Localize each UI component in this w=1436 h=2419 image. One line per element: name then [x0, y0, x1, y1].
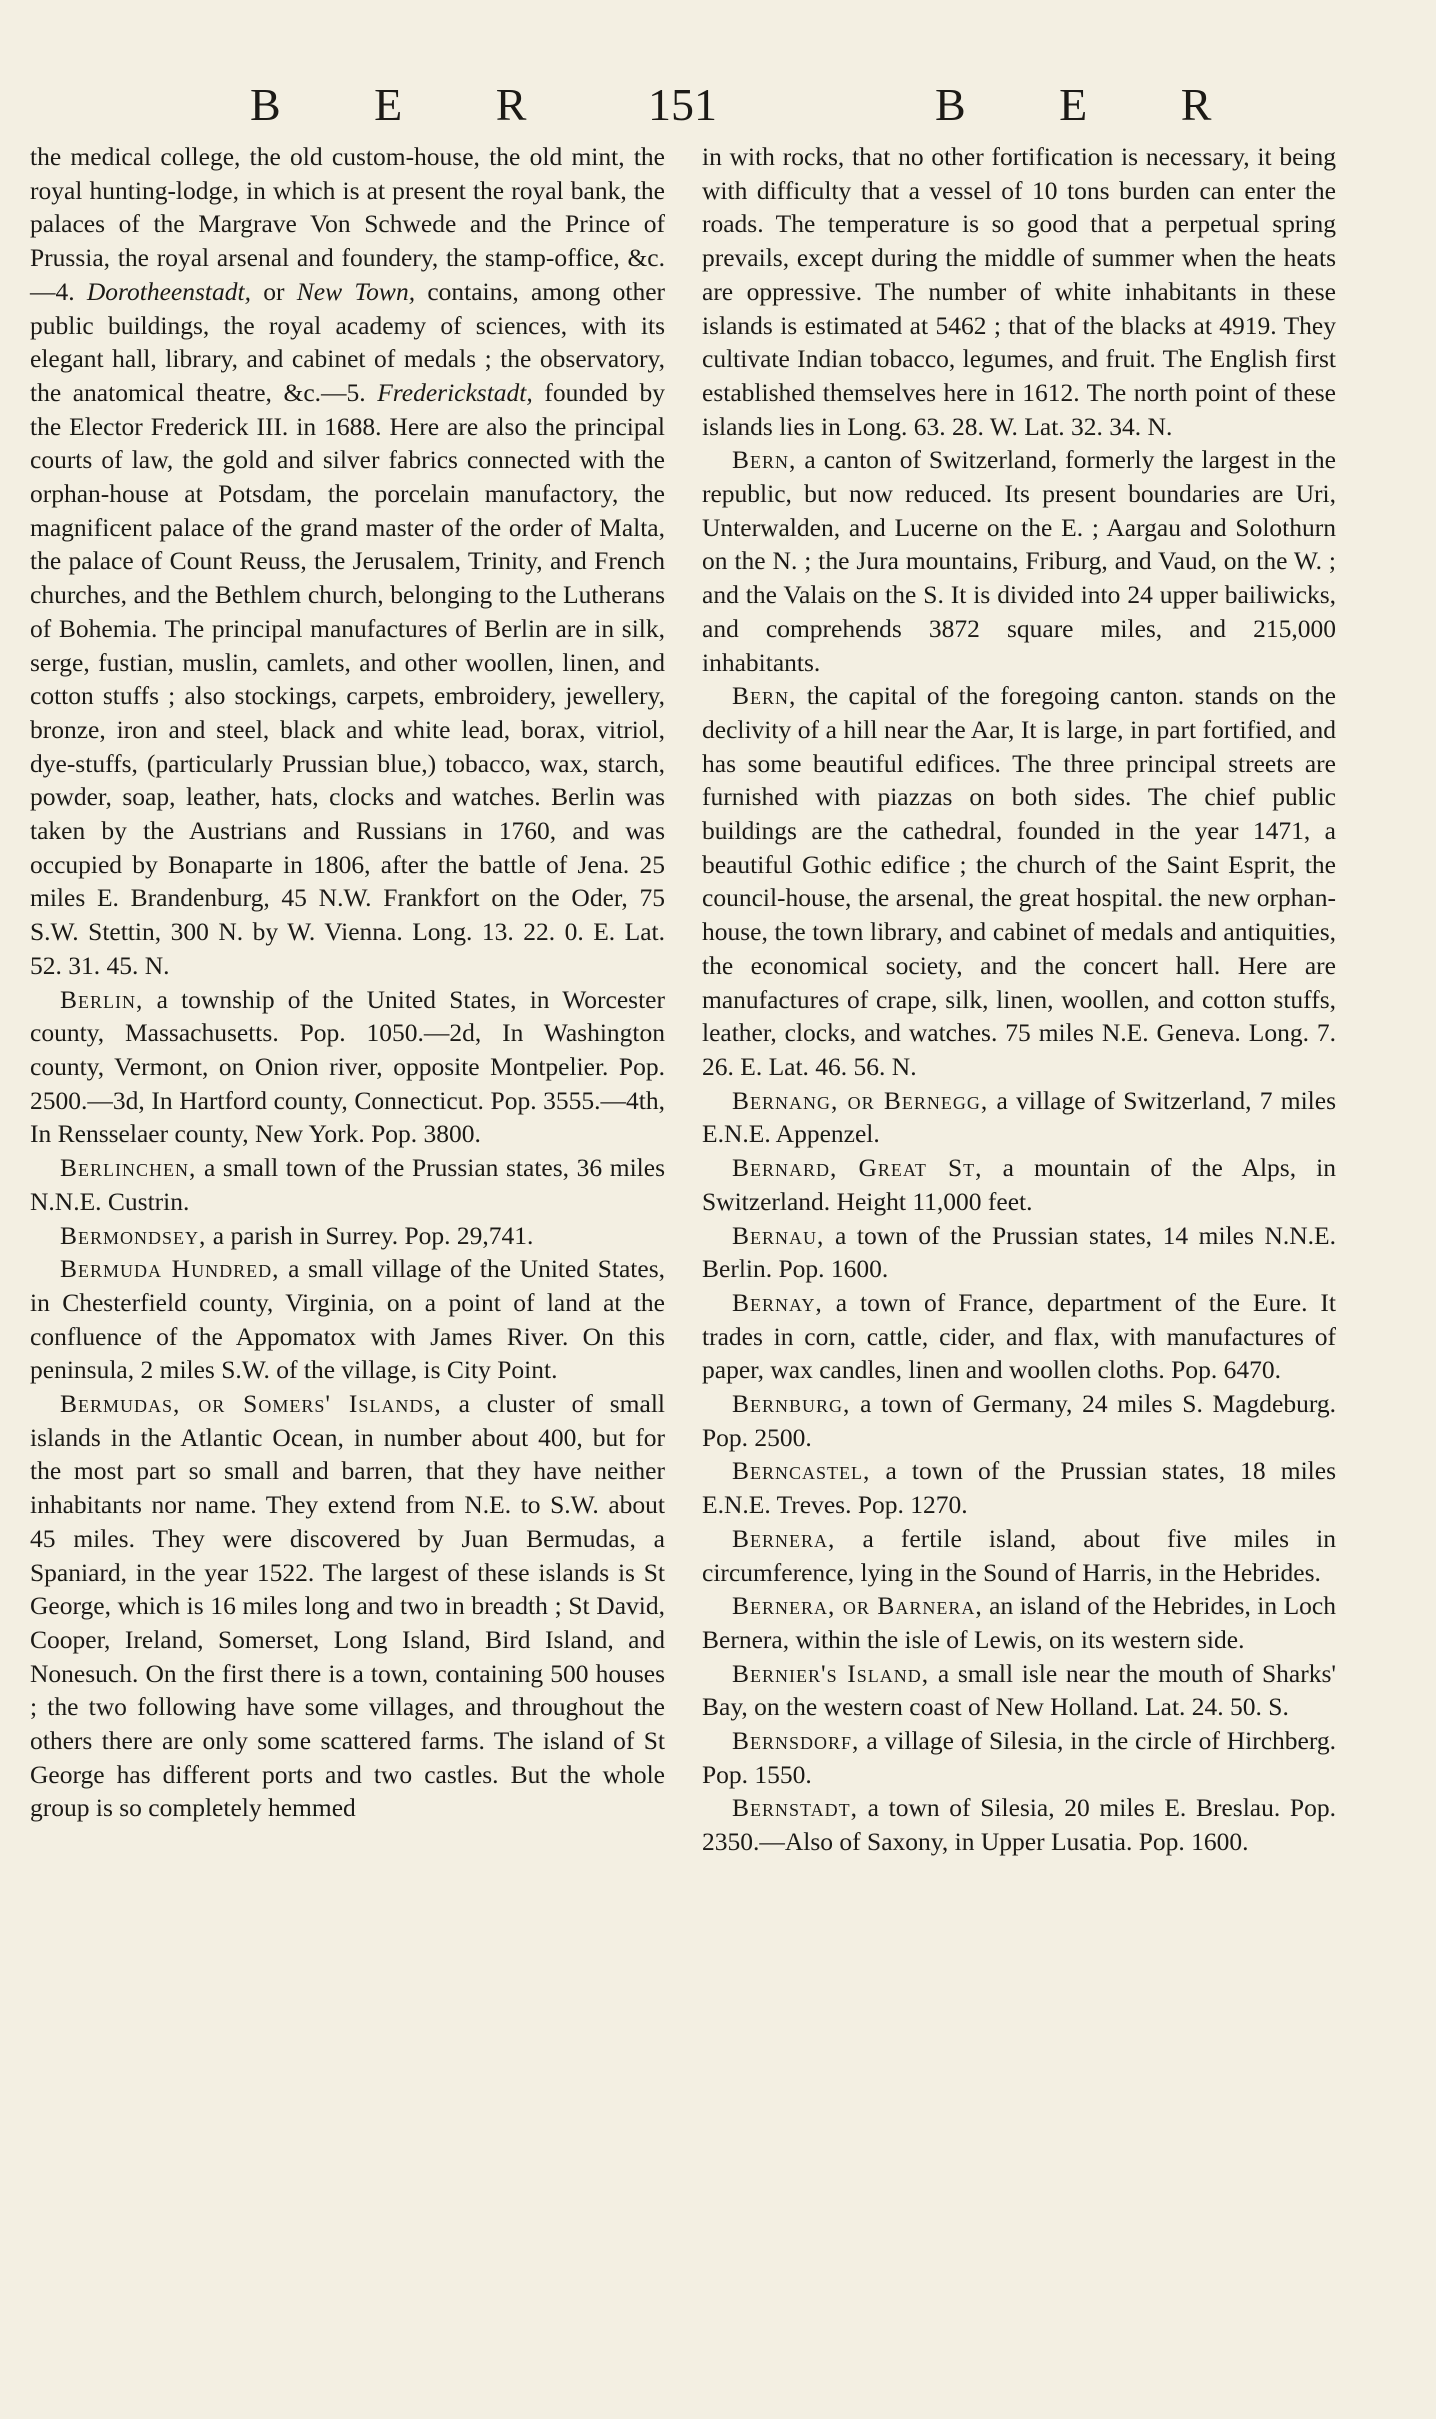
entry-headword: Bernera, — [732, 1523, 836, 1553]
entry-text: founded by the Elector Frederick III. in 1688. Here are also the principal courts of law, the gold and silver fabrics connected with the orphan-house at Potsdam, the porcelain manufactory, the magnificent palace of the grand master of the order of Malta, the palace of Count Reuss, the Jerusalem, Trinity, and French churches, and the Bethlem church, belonging to the Lutherans of Bohemia. The principal manufactures of Berlin are in silk, serge, fustian, muslin, camlets, and other woollen, linen, and cotton stuffs ; also stockings, carpets, embroidery, jewellery, bronze, iron and steel, black and white lead, borax, vitriol, dye-stuffs, (particularly Prussian blue,) tobacco, wax, starch, powder, soap, leather, hats, clocks and watches. Berlin was taken by the Austrians and Russians in 1760, and was occupied by Bonaparte in 1806, after the battle of Jena. 25 miles E. Brandenburg, 45 N.W. Frankfort on the Oder, 75 S.W. Stettin, 300 N. by W. Vienna. Long. 13. 22. 0. E. Lat. 52. 31. 45. N. — [30, 377, 665, 980]
entry-headword: Bermondsey, — [60, 1220, 207, 1250]
entry-headword: Bernier's Island, — [732, 1658, 930, 1688]
entry-italic: Dorotheenstadt, — [86, 276, 251, 306]
entry-bernau — [702, 1219, 1336, 1286]
entry-bermondsey — [30, 1219, 665, 1253]
entry-berlin-us — [30, 983, 665, 1152]
entry-bern-city — [702, 679, 1336, 1083]
entry-headword: Bernburg, — [732, 1389, 851, 1419]
entry-bernera — [702, 1522, 1336, 1589]
header-right-guide-word: B E R — [935, 79, 1238, 130]
entry-text: a town of Silesia, 20 miles E. Breslau. Pop. 2350.—Also of Saxony, in Upper Lusatia. Pop. 1600. — [702, 1793, 1336, 1857]
entry-headword: Bern, — [732, 681, 797, 711]
entry-text: or — [250, 276, 297, 306]
right-column — [702, 140, 1336, 1859]
entry-italic: New Town, — [296, 276, 416, 306]
entry-headword: Berncastel, — [732, 1456, 871, 1486]
entry-text: a mountain of the Alps, in Switzerland. Height 11,000 feet. — [702, 1153, 1336, 1216]
entry-bermudas-continued — [702, 140, 1336, 443]
entry-headword: Bernstadt, — [732, 1793, 858, 1823]
entry-berlin-continued — [30, 140, 665, 983]
page-number: 151 — [648, 79, 717, 130]
entry-italic: Frederickstadt, — [377, 377, 533, 407]
entry-bern-canton — [702, 443, 1336, 679]
header-left-guide-word: B E R — [250, 79, 553, 130]
entry-headword: Bernsdorf, — [732, 1726, 860, 1756]
entry-text: the capital of the foregoing canton. stands on the declivity of a hill near the Aar, It is large, in part fortified, and has some beautiful edifices. The three principal streets are furnished with piazzas on both sides. The chief public buildings are the cathedral, founded in the year 1471, a beautiful Gothic edifice ; the church of the Saint Esprit, the council-house, the arsenal, the great hospital. the new orphan-house, the town library, and cabinet of medals and antiquities, the economical society, and the concert hall. Here are manufactures of crape, silk, linen, woollen, and cotton stuffs, leather, clocks, and watches. 75 miles N.E. Geneva. Long. 7. 26. E. Lat. 46. 56. N. — [702, 681, 1336, 1081]
entry-text: a village of Silesia, in the circle of Hirchberg. Pop. 1550. — [702, 1726, 1336, 1789]
entry-bernang — [702, 1084, 1336, 1151]
entry-berniers-island — [702, 1657, 1336, 1724]
entry-bernay — [702, 1286, 1336, 1387]
entry-bernstadt — [702, 1791, 1336, 1858]
entry-text: a town of Germany, 24 miles S. Magdeburg. Pop. 2500. — [702, 1389, 1336, 1452]
entry-headword: Bernau, — [732, 1220, 825, 1250]
entry-headword: Berlin, — [60, 984, 144, 1014]
entry-text: a cluster of small islands in the Atlantic Ocean, in number about 400, but for the most part so small and barren, that they have neither inhabitants nor name. They extend from N.E. to S.W. about 45 miles. They were discovered by Juan Bermudas, a Spaniard, in the year 1522. The largest of these islands is St George, which is 16 miles long and two in breadth ; St David, Cooper, Ireland, Somerset, Long Island, Bird Island, and Nonesuch. On the first there is a town, containing 500 houses ; the two following have some villages, and throughout the others there are only some scattered farms. The island of St George has different ports and two castles. But the whole group is so completely hemmed — [30, 1389, 666, 1823]
running-header — [0, 78, 1436, 138]
entry-text: the medical college, the old custom-house, the old mint, the royal hunting-lodge, in which is at present the royal bank, the palaces of the Margrave Von Schwede and the Prince of Prussia, the royal arsenal and foundery, the stamp-office, &c.—4. — [30, 142, 665, 306]
entry-text: a town of France, department of the Eure. It trades in corn, cattle, cider, and flax, with manufactures of paper, wax candles, linen and woollen cloths. Pop. 6470. — [702, 1287, 1336, 1385]
entry-text: a small town of the Prussian states, 36 miles N.N.E. Custrin. — [30, 1153, 665, 1216]
entry-headword: Bern, — [732, 445, 797, 475]
entry-text: an island of the Hebrides, in Loch Bernera, within the isle of Lewis, on its western side. — [702, 1591, 1337, 1654]
entry-text: a small isle near the mouth of Sharks' Bay, on the western coast of New Holland. Lat. 24. 50. S. — [702, 1658, 1336, 1722]
entry-text: a parish in Surrey. Pop. 29,741. — [206, 1220, 534, 1250]
entry-bernsdorf — [702, 1724, 1336, 1791]
entry-headword: Bernard, Great St, — [732, 1153, 983, 1183]
left-column — [30, 140, 665, 1825]
entry-headword: Bernay, — [732, 1287, 823, 1317]
entry-headword: Bernera, or Barnera, — [732, 1591, 983, 1621]
entry-headword: Bernang, or Bernegg, — [732, 1085, 989, 1115]
entry-headword: Berlinchen, — [60, 1153, 197, 1183]
entry-text: a township of the United States, in Worcester county, Massachusetts. Pop. 1050.—2d, In Washington county, Vermont, on Onion river, opposite Montpelier. Pop. 2500.—3d, In Hartford county, Connecticut. Pop. 3555.—4th, In Rensselaer county, New York. Pop. 3800. — [30, 984, 665, 1149]
entry-text: in with rocks, that no other fortification is necessary, it being with difficulty that a vessel of 10 tons burden can enter the roads. The temperature is so good that a perpetual spring prevails, except during the middle of summer when the heats are oppressive. The number of white inhabitants in these islands is estimated at 5462 ; that of the blacks at 4919. They cultivate Indian tobacco, legumes, and fruit. The English first established themselves here in 1612. The north point of these islands lies in Long. 63. 28. W. Lat. 32. 34. N. — [702, 142, 1336, 441]
entry-text: a small village of the United States, in Chesterfield county, Virginia, on a point of land at the confluence of the Appomatox with James River. On this peninsula, 2 miles S.W. of the village, is City Point. — [30, 1254, 665, 1385]
entry-headword: Bermudas, or Somers' Islands, — [60, 1389, 442, 1419]
entry-berlinchen — [30, 1151, 665, 1218]
entry-text: contains, among other public buildings, the royal academy of sciences, with its elegant hall, library, and cabinet of medals ; the observatory, the anatomical theatre, &c.—5. — [30, 276, 666, 407]
entry-headword: Bermuda Hundred, — [60, 1254, 280, 1284]
entry-bermudas — [30, 1387, 665, 1825]
entry-text: a village of Switzerland, 7 miles E.N.E. Appenzel. — [702, 1085, 1336, 1149]
entry-bermuda-hundred — [30, 1252, 665, 1387]
entry-berncastel — [702, 1454, 1336, 1521]
entry-bernburg — [702, 1387, 1336, 1454]
entry-text: a fertile island, about five miles in circumference, lying in the Sound of Harris, in the Hebrides. — [702, 1523, 1336, 1587]
entry-text: a town of the Prussian states, 14 miles N.N.E. Berlin. Pop. 1600. — [702, 1220, 1336, 1284]
entry-bernard — [702, 1151, 1336, 1218]
entry-text: a canton of Switzerland, formerly the largest in the republic, but now reduced. Its present boundaries are Uri, Unterwalden, and Lucerne on the E. ; Aargau and Solothurn on the N. ; the Jura mountains, Friburg, and Vaud, on the W. ; and the Valais on the S. It is divided into 24 upper bailiwicks, and comprehends 3872 square miles, and 215,000 inhabitants. — [702, 445, 1336, 677]
entry-text: a town of the Prussian states, 18 miles E.N.E. Treves. Pop. 1270. — [702, 1456, 1336, 1520]
entry-bernera-barnera — [702, 1589, 1336, 1656]
